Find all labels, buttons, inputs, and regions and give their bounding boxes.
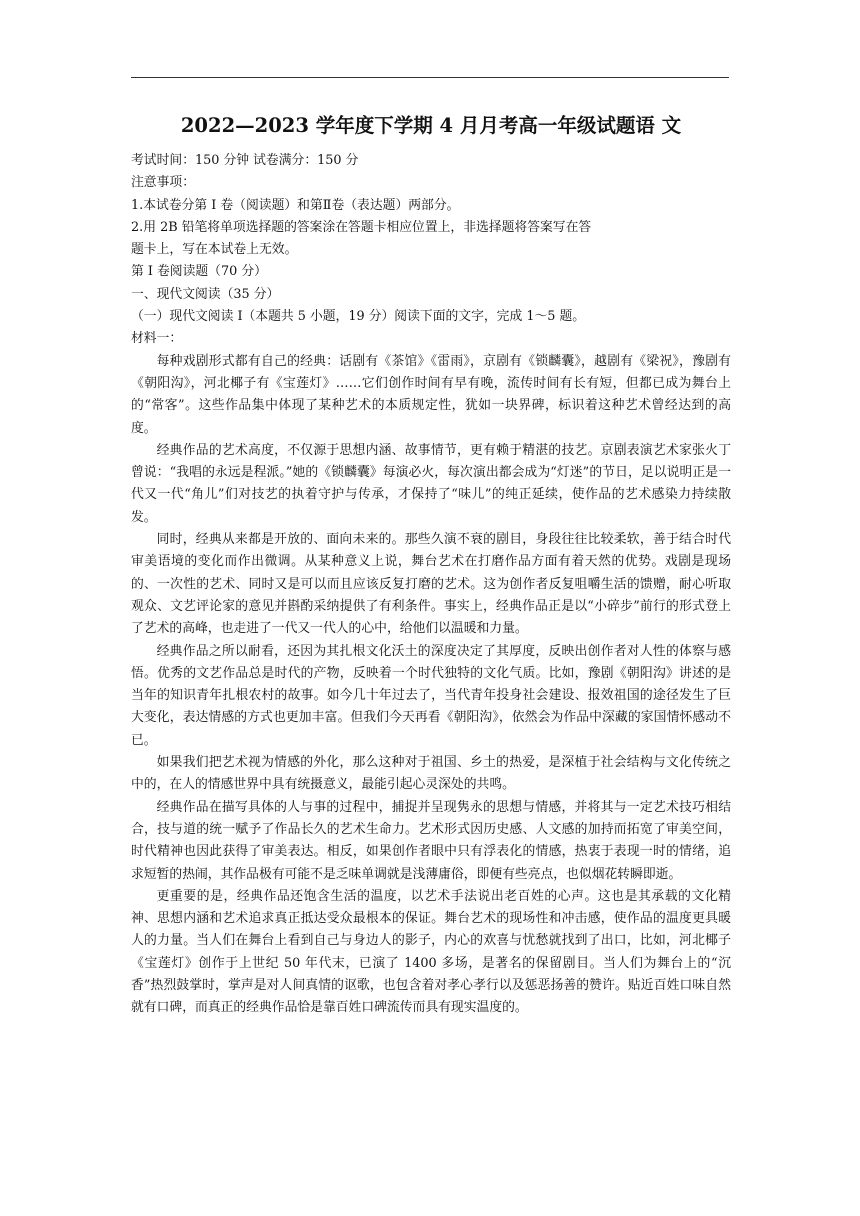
exam-info: 考试时间：150 分钟 试卷满分：150 分 (131, 153, 359, 168)
paragraph: 经典作品在描写具体的人与事的过程中，捕捉并呈现隽永的思想与情感，并将其与一定艺术技巧相结合，技与道的统一赋予了作品长久的艺术生命力。艺术形式因历史感、人文感的加持而拓宽了审美空间，时代精神也因此获得了审美表达。相反，如果创作者眼中只有浮表化的情感，热衷于表现一时的情绪，追求短暂的热闹，其作品极有可能不是乏味单调就是浅薄庸俗，即便有些亮点，也似烟花转瞬即逝。 (131, 799, 731, 882)
part-heading: 一、现代文阅读（35 分） (131, 286, 280, 302)
reading-instructions: （一）现代文阅读 I（本题共 5 小题，19 分）阅读下面的文字，完成 1～5 题。 (131, 309, 586, 325)
paragraph: 同时，经典从来都是开放的、面向未来的。那些久演不衰的剧目，身段往往比较柔软，善于结合时代审美语境的变化而作出微调。从某种意义上说，舞台艺术在打磨作品方面有着天然的优势。戏剧是现场的、一次性的艺术、同时又是可以而且应该反复打磨的艺术。这为创作者反复咀嚼生活的馈赠，耐心听取观众、文艺评论家的意见并斟酌采纳提供了有利条件。事实上，经典作品正是以“小碎步”前行的形式登上了艺术的高峰，也走进了一代又一代人的心中，给他们以温暖和力量。 (131, 532, 731, 637)
paragraph: 更重要的是，经典作品还饱含生活的温度，以艺术手法说出老百姓的心声。这也是其承载的文化精神、思想内涵和艺术追求真正抵达受众最根本的保证。舞台艺术的现场性和冲击感，使作品的温度更具暖人的力量。当人们在舞台上看到自己与身边人的影子，内心的欢喜与忧愁就找到了出口，比如，河北椰子《宝莲灯》创作于上世纪 50 年代末，已演了 1400 多场，是著名的保留剧目。当人们为舞台上的“沉香”热烈鼓掌时，掌声是对人间真情的讴歌，也包含着对孝心孝行以及惩恶扬善的赞许。贴近百姓口味自然就有口碑，而真正的经典作品恰是靠百姓口碑流传而具有现实温度的。 (131, 888, 731, 1016)
paragraph: 每种戏剧形式都有自己的经典：话剧有《茶馆》《雷雨》，京剧有《锁麟囊》，越剧有《梁祝》，豫剧有《朝阳沟》，河北椰子有《宝莲灯》……它们创作时间有早有晚，流传时间有长有短，但都已成为舞台上的“常客”。这些作品集中体现了某种艺术的本质规定性，犹如一块界碑，标识着这种艺术曾经达到的高度。 (131, 353, 731, 436)
notice-item-2: 2.用 2B 铅笔将单项选择题的答案涂在答题卡相应位置上，非选择题将答案写在答 (131, 219, 592, 235)
material-label: 材料一： (131, 331, 183, 347)
paragraph: 经典作品之所以耐看，还因为其扎根文化沃土的深度决定了其厚度，反映出创作者对人性的体察与感悟。优秀的文艺作品总是时代的产物，反映着一个时代独特的文化气质。比如，豫剧《朝阳沟》讲述的是当年的知识青年扎根农村的故事。如今几十年过去了，当代青年投身社会建设、报效祖国的途径发生了巨大变化，表达情感的方式也更加丰富。但我们今天再看《朝阳沟》，依然会为作品中深藏的家国情怀感动不已。 (131, 643, 731, 748)
exam-title: 2022—2023 学年度下学期 4 月月考高一年级试题语 文 (180, 114, 682, 137)
paragraph: 如果我们把艺术视为情感的外化，那么这种对于祖国、乡土的热爱，是深植于社会结构与文化传统之中的，在人的情感世界中具有统摄意义，最能引起心灵深处的共鸣。 (131, 755, 731, 793)
section-heading: 第 I 卷阅读题（70 分） (131, 264, 267, 280)
header-rule (131, 77, 729, 78)
paragraph: 经典作品的艺术高度，不仅源于思想内涵、故事情节，更有赖于精湛的技艺。京剧表演艺术家张火丁曾说：“我唱的永远是程派。”她的《锁麟囊》每演必火，每次演出都会成为“灯迷”的节日，足以说明正是一代又一代“角儿”们对技艺的执着守护与传承，才保持了“味儿”的纯正延续，使作品的艺术感染力持续散发。 (131, 442, 731, 525)
notice-heading: 注意事项： (131, 175, 195, 191)
notice-item-2-continued: 题卡上，写在本试卷上无效。 (131, 242, 298, 258)
notice-item-1: 1.本试卷分第 I 卷（阅读题）和第Ⅱ卷（表达题）两部分。 (131, 197, 460, 213)
document-body (131, 112, 731, 1020)
